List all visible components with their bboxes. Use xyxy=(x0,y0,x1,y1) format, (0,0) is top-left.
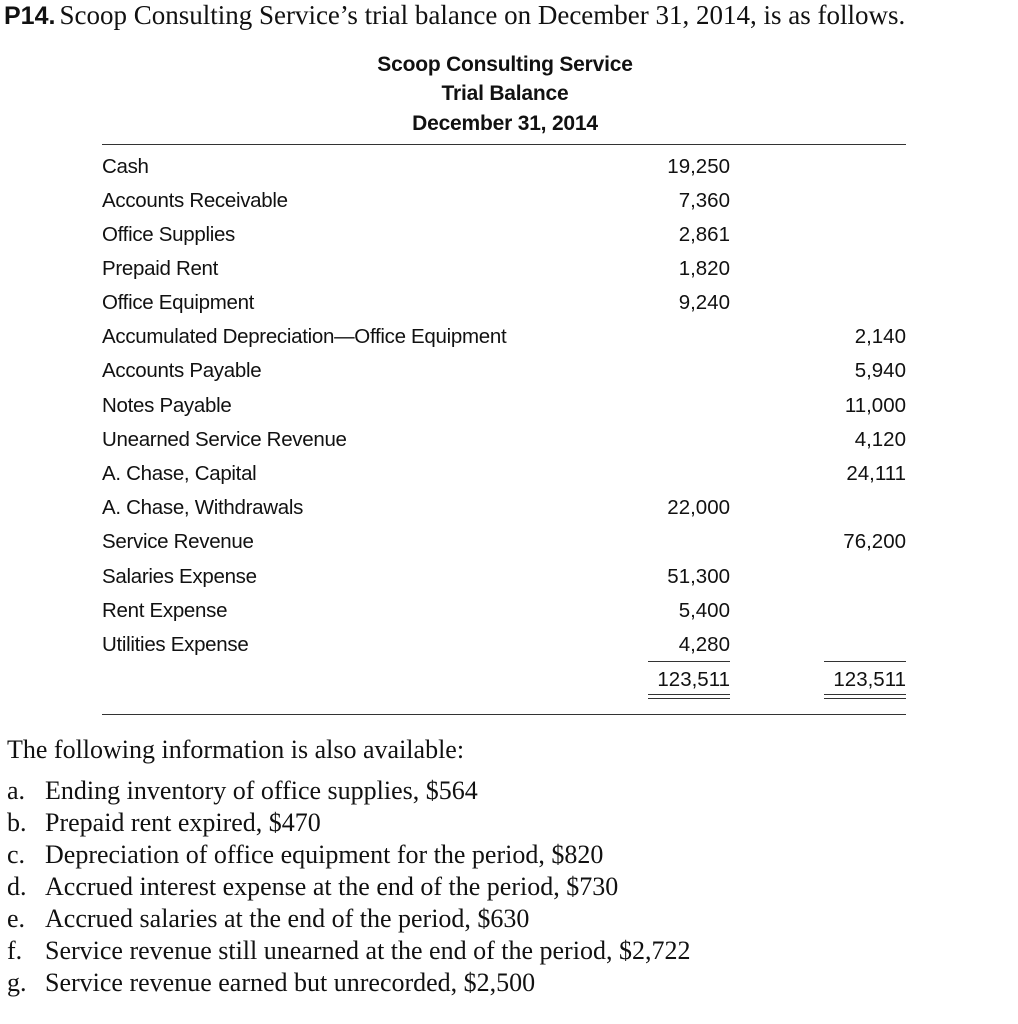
credit-amount: 24,111 xyxy=(846,462,906,485)
statement-title: Trial Balance xyxy=(441,82,569,105)
item-text: Ending inventory of office supplies, $564 xyxy=(45,776,478,805)
problem-number: P14. xyxy=(4,2,56,30)
account-name: A. Chase, Capital xyxy=(102,462,257,485)
list-item xyxy=(7,967,535,999)
statement-date: December 31, 2014 xyxy=(412,112,598,135)
debit-amount: 7,360 xyxy=(678,189,730,212)
list-item xyxy=(7,775,478,807)
item-letter: c. xyxy=(7,840,26,869)
debit-amount: 2,861 xyxy=(678,223,730,246)
table-row xyxy=(102,286,906,320)
item-text: Prepaid rent expired, $470 xyxy=(45,808,321,837)
item-text: Service revenue still unearned at the end of the period, $2,722 xyxy=(45,936,691,965)
item-text: Accrued interest expense at the end of the period, $730 xyxy=(45,872,619,901)
item-letter: e. xyxy=(7,904,26,933)
item-letter: f. xyxy=(7,936,23,965)
bottom-rule xyxy=(102,714,906,715)
company-name: Scoop Consulting Service xyxy=(377,53,633,76)
item-letter: d. xyxy=(7,872,27,901)
credit-amount: 4,120 xyxy=(854,428,906,451)
problem-header xyxy=(4,0,1014,31)
info-intro: The following information is also available: xyxy=(7,735,465,764)
table-row xyxy=(102,354,906,388)
credit-total-rule xyxy=(824,661,906,662)
table-row xyxy=(102,525,906,559)
table-row xyxy=(102,184,906,218)
account-name: Office Equipment xyxy=(102,291,255,314)
credit-amount: 76,200 xyxy=(843,530,906,553)
account-name: Utilities Expense xyxy=(102,633,249,656)
account-name: Office Supplies xyxy=(102,223,236,246)
table-row xyxy=(102,423,906,457)
table-row xyxy=(102,628,906,662)
problem-lead: Scoop Consulting Service’s trial balance on December 31, 2014, is as follows. xyxy=(59,0,906,30)
list-item xyxy=(7,903,529,935)
account-name: A. Chase, Withdrawals xyxy=(102,496,304,519)
item-text: Depreciation of office equipment for the period, $820 xyxy=(45,840,604,869)
list-item xyxy=(7,807,321,839)
top-rule xyxy=(102,144,906,145)
debit-amount: 4,280 xyxy=(678,633,730,656)
table-row xyxy=(102,389,906,423)
debit-double-rule xyxy=(648,694,730,699)
list-item xyxy=(7,871,618,903)
table-row xyxy=(102,594,906,628)
debit-amount: 5,400 xyxy=(678,599,730,622)
item-text: Service revenue earned but unrecorded, $2,500 xyxy=(45,968,536,997)
table-row xyxy=(102,150,906,184)
credit-total: 123,511 xyxy=(833,668,906,691)
item-letter: b. xyxy=(7,808,27,837)
account-name: Accounts Receivable xyxy=(102,189,288,212)
table-row xyxy=(102,560,906,594)
account-name: Notes Payable xyxy=(102,394,232,417)
credit-amount: 11,000 xyxy=(844,394,906,417)
credit-amount: 5,940 xyxy=(854,359,906,382)
debit-total: 123,511 xyxy=(657,668,730,691)
table-row xyxy=(102,218,906,252)
account-name: Rent Expense xyxy=(102,599,228,622)
debit-amount: 9,240 xyxy=(678,291,730,314)
debit-amount: 1,820 xyxy=(678,257,730,280)
table-row xyxy=(102,252,906,286)
debit-amount: 51,300 xyxy=(667,565,730,588)
item-letter: a. xyxy=(7,776,26,805)
list-item xyxy=(7,839,603,871)
table-row xyxy=(102,491,906,525)
list-item xyxy=(7,935,690,967)
credit-amount: 2,140 xyxy=(854,325,906,348)
account-name: Prepaid Rent xyxy=(102,257,219,280)
debit-amount: 19,250 xyxy=(667,155,730,178)
item-letter: g. xyxy=(7,968,27,997)
account-name: Salaries Expense xyxy=(102,565,257,588)
table-row xyxy=(102,457,906,491)
debit-amount: 22,000 xyxy=(667,496,730,519)
account-name: Accumulated Depreciation—Office Equipment xyxy=(102,325,507,348)
item-text: Accrued salaries at the end of the period, $630 xyxy=(45,904,530,933)
account-name: Unearned Service Revenue xyxy=(102,428,347,451)
account-name: Cash xyxy=(102,155,149,178)
account-name: Accounts Payable xyxy=(102,359,262,382)
credit-double-rule xyxy=(824,694,906,699)
account-name: Service Revenue xyxy=(102,530,254,553)
table-row xyxy=(102,320,906,354)
debit-total-rule xyxy=(648,661,730,662)
